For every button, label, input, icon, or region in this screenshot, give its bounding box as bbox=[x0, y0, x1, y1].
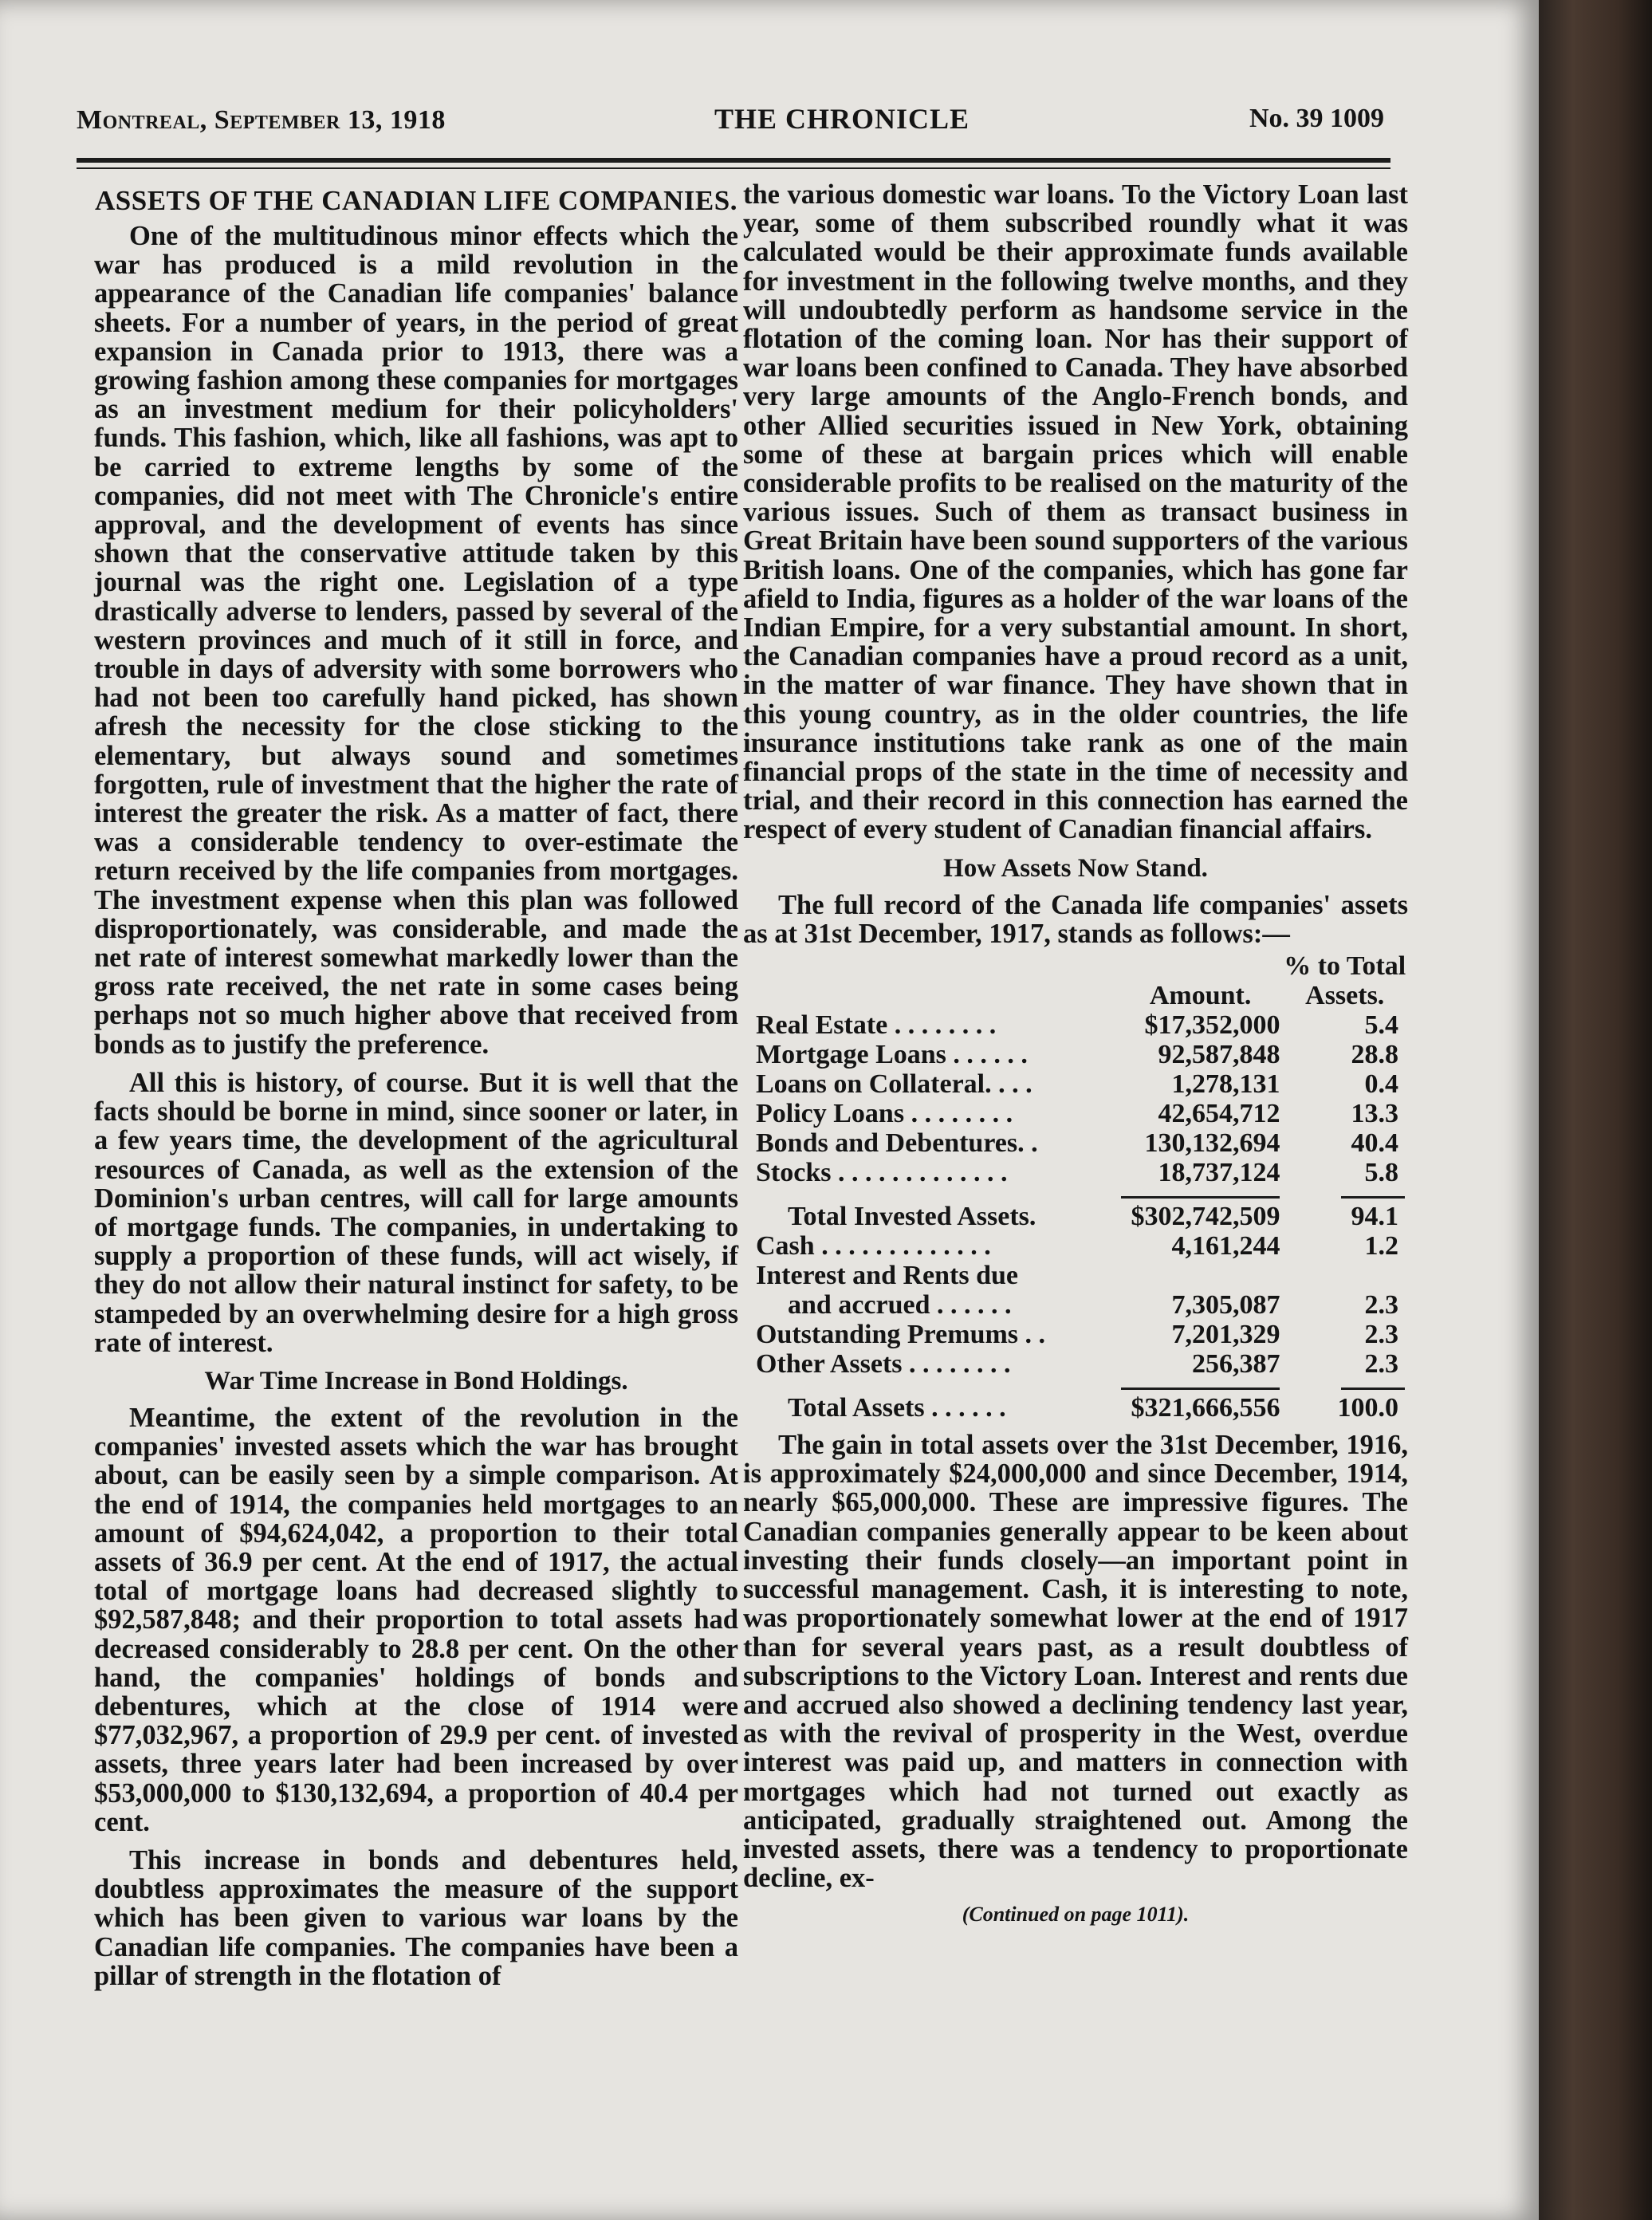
pct-header-line2: Assets. bbox=[1305, 981, 1385, 1011]
amount-header: Amount. bbox=[1149, 981, 1252, 1011]
row-percent: 2.3 bbox=[1364, 1320, 1398, 1350]
row-amount: $302,742,509 bbox=[1131, 1202, 1280, 1232]
table-row bbox=[756, 1290, 1410, 1320]
row-percent: 13.3 bbox=[1351, 1099, 1398, 1129]
row-percent: 0.4 bbox=[1364, 1069, 1398, 1100]
row-amount: 18,737,124 bbox=[1158, 1158, 1280, 1188]
row-label: Interest and Rents due bbox=[756, 1261, 1019, 1291]
article-paragraph: The full record of the Canada life companies' assets as at 31st December, 1917, stands as follows:— bbox=[743, 889, 1408, 949]
row-amount: 7,305,087 bbox=[1171, 1290, 1280, 1321]
row-label: and accrued . . . . . . bbox=[788, 1290, 1012, 1321]
table-row bbox=[756, 1128, 1410, 1158]
left-column bbox=[94, 185, 738, 1990]
page-header bbox=[77, 94, 1384, 150]
header-issue-page: No. 39 1009 bbox=[1249, 104, 1384, 133]
row-percent: 40.4 bbox=[1351, 1128, 1398, 1159]
row-percent: 94.1 bbox=[1351, 1202, 1398, 1232]
pct-header-line1: % to Total bbox=[1284, 951, 1406, 982]
header-rule-thick bbox=[77, 158, 1390, 163]
table-row-total-invested bbox=[756, 1202, 1410, 1231]
row-amount: 130,132,694 bbox=[1144, 1128, 1280, 1159]
table-row bbox=[756, 1040, 1410, 1069]
article-paragraph: The gain in total assets over the 31st December, 1916, is approximately $24,000,000 and since December, 1914, nearly $65,000,000. These are impressive figures. The Canadian companies generally appear to be keen about investing their funds closely—an important point in successful management. Cash, it is interesting to note, was proportionately somewhat lower at the end of 1917 than for several years past, as a result doubtless of subscriptions to the Victory Loan. Interest and rents due and accrued also showed a declining tendency last year, as with the revival of prosperity in the West, overdue interest was paid up, and matters in connection with mortgages which had not turned out exactly as anticipated, gradually straightened out. Among the invested assets, there was a tendency to proportionate decline, ex- bbox=[743, 1430, 1408, 1894]
row-label: Bonds and Debentures. . bbox=[756, 1128, 1038, 1159]
row-percent: 28.8 bbox=[1351, 1040, 1398, 1070]
table-row bbox=[756, 1261, 1410, 1290]
table-row bbox=[756, 1231, 1410, 1261]
article-title: ASSETS OF THE CANADIAN LIFE COMPANIES. bbox=[95, 185, 738, 216]
continued-note: (Continued on page 1011). bbox=[962, 1903, 1190, 1927]
row-amount: 4,161,244 bbox=[1171, 1231, 1280, 1262]
row-label: Real Estate . . . . . . . . bbox=[756, 1010, 997, 1041]
table-row bbox=[756, 1349, 1410, 1379]
table-header-row bbox=[756, 951, 1410, 981]
article-paragraph: Meantime, the extent of the revolution in the companies' invested assets which the war has brought about, can be easily seen by a simple comparison. At the end of 1914, the companies held mortgages to an amount of $94,624,042, a proportion to their total assets of 36.9 per cent. At the end of 1917, the actual total of mortgage loans had decreased slightly to $92,587,848; and their proportion to total assets had decreased considerably to 28.8 per cent. On the other hand, the companies' holdings of bonds and debentures, which at the close of 1914 were $77,032,967, a proportion of 29.9 per cent. of invested assets, three years later had been increased by over $53,000,000 to $130,132,694, a proportion of 40.4 per cent. bbox=[94, 1402, 738, 1837]
table-row-total-assets bbox=[756, 1393, 1410, 1423]
table-row bbox=[756, 1320, 1410, 1349]
table-rule bbox=[756, 1379, 1410, 1393]
row-amount: $17,352,000 bbox=[1144, 1010, 1280, 1041]
row-percent: 2.3 bbox=[1364, 1290, 1398, 1321]
row-label: Policy Loans . . . . . . . . bbox=[756, 1099, 1013, 1129]
subheading-assets-now: How Assets Now Stand. bbox=[943, 853, 1208, 883]
article-paragraph: This increase in bonds and debentures held, doubtless approximates the measure of the support which has been given to various war loans by the Canadian life companies. The companies have been a pillar of strength in the flotation of bbox=[94, 1844, 738, 1991]
book-binding-edge bbox=[1539, 0, 1652, 2220]
right-column bbox=[743, 180, 1408, 1930]
header-dateline: Montreal, September 13, 1918 bbox=[77, 105, 446, 135]
table-row bbox=[756, 1069, 1410, 1099]
row-percent: 1.2 bbox=[1364, 1231, 1398, 1262]
row-label: Outstanding Premums . . bbox=[756, 1320, 1046, 1350]
article-paragraph: One of the multitudinous minor effects which the war has produced is a mild revolution in the appearance of the Canadian life companies' balance sheets. For a number of years, in the period of great expansion in Canada prior to 1913, there was a growing fashion among these companies for mortgages as an investment medium for their policyholders' funds. This fashion, which, like all fashions, was apt to be carried to extreme lengths by some of the companies, did not meet with The Chronicle's entire approval, and the development of events has since shown that the conservative attitude taken by this journal was the right one. Legislation of a type drastically adverse to lenders, passed by several of the western provinces and much of it still in force, and trouble in days of adversity with some borrowers who had not been too carefully hand picked, has shown afresh the necessity for the close sticking to the elementary, but always sound and sometimes forgotten, rule of investment that the higher the rate of interest the greater the risk. As a matter of fact, there was a considerable tendency to over-estimate the return received by the life companies from mortgages. The investment expense when this plan was followed disproportionately, was considerable, and made the net rate of interest somewhat markedly lower than the gross rate received, the net rate in some cases being perhaps not so much higher above that received from bonds as to justify the preference. bbox=[94, 221, 738, 1060]
article-paragraph: the various domestic war loans. To the Victory Loan last year, some of them subscribed roundly what it was calculated would be their approximate funds available for investment in the following twelve months, and they will undoubtedly perform as handsome service in the flotation of the coming loan. Nor has their support of war loans been confined to Canada. They have absorbed very large amounts of the Anglo-French bonds, and other Allied securities issued in New York, obtaining some of these at bargain prices which will enable considerable profits to be realised on the maturity of the various issues. Such of them as transact business in Great Britain have been sound supporters of the various British loans. One of the companies, which has gone far afield to India, figures as a holder of the war loans of the Indian Empire, for a very substantial amount. In short, the Canadian companies have a proud record as a unit, in the matter of war finance. They have shown that in this young country, as in the older countries, the life insurance institutions take rank as one of the main financial props of the state in the time of necessity and trial, and their record in this connection has earned the respect of every student of Canadian financial affairs. bbox=[743, 179, 1408, 845]
row-amount: 7,201,329 bbox=[1171, 1320, 1280, 1350]
row-label: Stocks . . . . . . . . . . . . . bbox=[756, 1158, 1008, 1188]
row-label: Total Assets . . . . . . bbox=[788, 1393, 1006, 1423]
table-row bbox=[756, 1010, 1410, 1040]
article-paragraph: All this is history, of course. But it is well that the facts should be borne in mind, since sooner or later, in a few years time, the development of the agricultural resources of Canada, as well as the extension of the Dominion's urban centres, will call for large amounts of mortgage funds. The companies, in undertaking to supply a proportion of these funds, will act wisely, if they do not allow their natural instinct for safety, to be stampeded by an overwhelming desire for a high gross rate of interest. bbox=[94, 1067, 738, 1358]
table-rule bbox=[756, 1187, 1410, 1202]
table-header-row bbox=[756, 981, 1410, 1010]
row-amount: 1,278,131 bbox=[1171, 1069, 1280, 1100]
row-percent: 100.0 bbox=[1337, 1393, 1398, 1423]
row-label: Cash . . . . . . . . . . . . . bbox=[756, 1231, 991, 1262]
row-amount: $321,666,556 bbox=[1131, 1393, 1280, 1423]
header-publication-title: THE CHRONICLE bbox=[714, 103, 970, 135]
table-row bbox=[756, 1158, 1410, 1187]
assets-table bbox=[756, 951, 1410, 1423]
row-label: Other Assets . . . . . . . . bbox=[756, 1349, 1011, 1380]
table-row bbox=[756, 1099, 1410, 1128]
subheading-bond-holdings: War Time Increase in Bond Holdings. bbox=[204, 1366, 628, 1395]
row-amount: 42,654,712 bbox=[1158, 1099, 1280, 1129]
row-percent: 5.8 bbox=[1364, 1158, 1398, 1188]
row-amount: 92,587,848 bbox=[1158, 1040, 1280, 1070]
row-percent: 2.3 bbox=[1364, 1349, 1398, 1380]
row-percent: 5.4 bbox=[1364, 1010, 1398, 1041]
header-rule-thin bbox=[77, 167, 1390, 169]
row-label: Loans on Collateral. . . . bbox=[756, 1069, 1032, 1100]
row-label: Total Invested Assets. bbox=[788, 1202, 1036, 1232]
row-amount: 256,387 bbox=[1191, 1349, 1280, 1380]
row-label: Mortgage Loans . . . . . . bbox=[756, 1040, 1028, 1070]
